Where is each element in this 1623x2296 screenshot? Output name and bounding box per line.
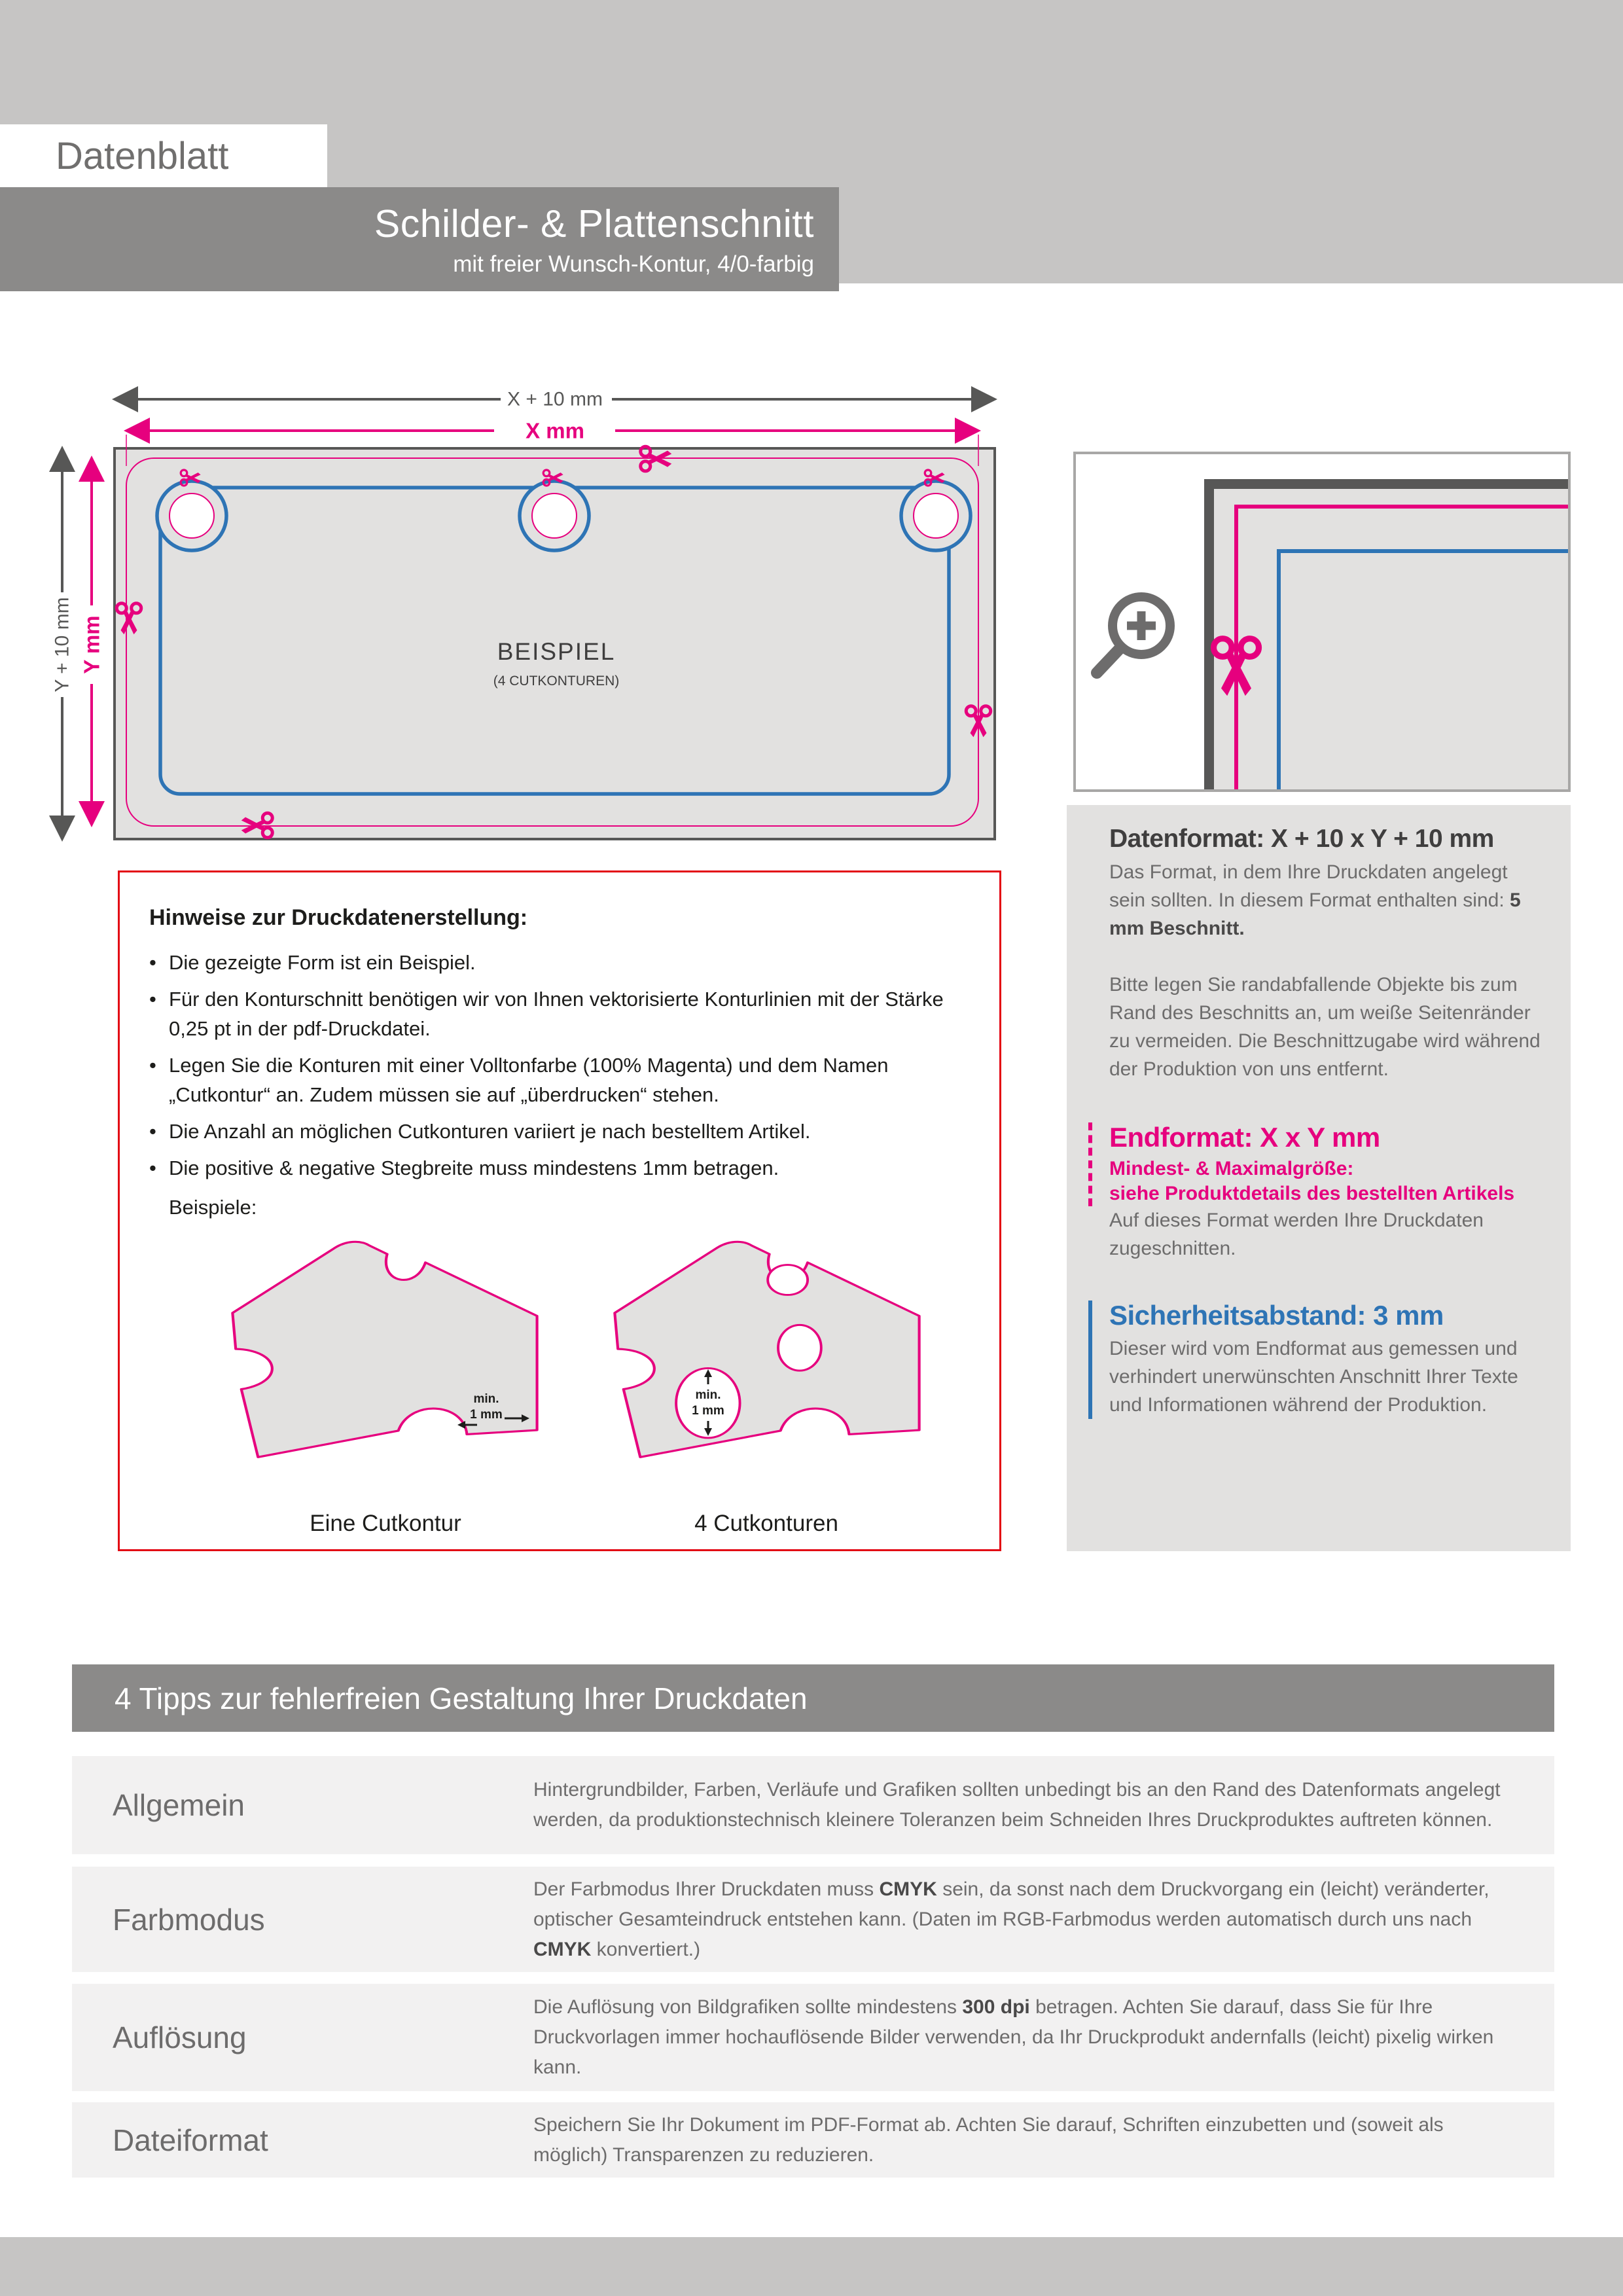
row-label: Dateiformat xyxy=(113,2123,268,2157)
page-title: Schilder- & Plattenschnitt xyxy=(374,202,814,245)
format-info-panel xyxy=(1067,805,1571,1551)
list-item: • Die Anzahl an möglichen Cutkonturen variiert je nach bestelltem Artikel. xyxy=(149,1117,970,1146)
bullet-icon xyxy=(149,1050,169,1109)
row-text: Die Auflösung von Bildgrafiken sollte mindestens 300 dpi betragen. Achten Sie darauf, dass Sie für Ihre Druckvorlagen immer hochauflösende Bilder verwenden, da Ihr Druckprodukt andernfalls (leicht) pixelig wirken kann. xyxy=(533,1996,1494,2078)
title-bar xyxy=(0,187,839,291)
drill-hole xyxy=(520,481,589,550)
row-label: Allgemein xyxy=(113,1788,245,1822)
dim-x-outer-label: X + 10 mm xyxy=(507,388,603,410)
sicherheitsabstand-title: Sicherheitsabstand: 3 mm xyxy=(1109,1300,1444,1331)
sicherheitsabstand-text: Dieser wird vom Endformat aus gemessen und verhindert unerwünschten Anschnitt Ihrer Texte und Informationen während der Produktion. xyxy=(1109,1338,1518,1416)
plate-diagram xyxy=(39,367,1021,851)
datenformat-text: Das Format, in dem Ihre Druckdaten angelegt sein sollten. In diesem Format enthalten sind: 5 mm Beschnitt. xyxy=(1109,861,1521,939)
list-item: • Die gezeigte Form ist ein Beispiel. xyxy=(149,948,970,977)
beschnitt-text: Bitte legen Sie randabfallende Objekte bis zum Rand des Beschnitts an, um weiße Seitenränder zu vermeiden. Die Beschnittzugabe wird während der Produktion von uns entfernt. xyxy=(1109,974,1541,1080)
hinweise-title: Hinweise zur Druckdatenerstellung: xyxy=(149,905,528,930)
plate-center-sublabel: (4 CUTKONTUREN) xyxy=(493,673,620,689)
dim-y-inner-label: Y mm xyxy=(79,615,104,674)
list-item: • Legen Sie die Konturen mit einer Volltonfarbe (100% Magenta) und dem Namen „Cutkontur“ an. Zudem müssen sie auf „überdrucken“ stehen. xyxy=(149,1050,970,1109)
cutkontur-examples xyxy=(190,1211,1002,1545)
datenblatt-label-box xyxy=(0,124,327,187)
svg-text:min.: min. xyxy=(695,1388,721,1402)
svg-text:1 mm: 1 mm xyxy=(470,1408,503,1422)
row-label: Farbmodus xyxy=(113,1902,265,1937)
row-text: Speichern Sie Ihr Dokument im PDF-Format ab. Achten Sie darauf, Schriften einzubetten und (soweit als möglich) Transparenzen zu reduzieren. xyxy=(533,2113,1444,2166)
drill-hole xyxy=(157,481,226,550)
svg-text:min.: min. xyxy=(473,1392,499,1406)
hinweise-box xyxy=(118,870,1001,1551)
tips-banner xyxy=(72,1664,1554,1732)
dim-x-inner-label: X mm xyxy=(526,418,584,443)
endformat-text: Auf dieses Format werden Ihre Druckdaten zugeschnitten. xyxy=(1109,1210,1484,1259)
svg-text:1 mm: 1 mm xyxy=(692,1404,724,1418)
tips-row-farbmodus xyxy=(72,1867,1554,1972)
row-label: Auflösung xyxy=(113,2020,247,2054)
row-text: Der Farbmodus Ihrer Druckdaten muss CMYK sein, da sonst nach dem Druckvorgang ein (leicht) veränderter, optischer Gesamteindruck entstehen kann. (Daten im RGB-Farbmodus werden automatisch durch uns nach CMYK konvertiert.) xyxy=(533,1878,1489,1960)
bullet-icon xyxy=(149,948,169,977)
example-shape-one-contour xyxy=(232,1242,537,1457)
list-item: • Für den Konturschnitt benötigen wir von Ihnen vektorisierte Konturlinien mit der Stärke 0,25 pt in der pdf-Druckdatei. xyxy=(149,984,970,1043)
datenblatt-label: Datenblatt xyxy=(56,134,229,177)
tips-banner-title: 4 Tipps zur fehlerfreien Gestaltung Ihrer Druckdaten xyxy=(115,1681,808,1715)
shape2-label: 4 Cutkonturen xyxy=(694,1511,838,1536)
dim-y-outer-label: Y + 10 mm xyxy=(51,597,73,692)
beispiele-label: Beispiele: xyxy=(169,1196,257,1219)
endformat-sub1: Mindest- & Maximalgröße: xyxy=(1109,1158,1354,1179)
hinweise-bullet-list xyxy=(149,948,970,1183)
row-text: Hintergrundbilder, Farben, Verläufe und Grafiken sollten unbedingt bis an den Rand des Datenformats angelegt werden, da produktionstechnisch kleinere Toleranzen beim Schneiden Ihres Druckproduktes auftreten können. xyxy=(533,1779,1501,1831)
sicherheitsabstand-section xyxy=(1109,1300,1541,1419)
corner-detail-illustration xyxy=(1076,454,1568,789)
bullet-icon xyxy=(149,1153,169,1183)
datenformat-title: Datenformat: X + 10 x Y + 10 mm xyxy=(1109,825,1494,853)
endformat-title: Endformat: X x Y mm xyxy=(1109,1122,1380,1153)
tips-row-aufloesung xyxy=(72,1984,1554,2091)
bottom-gray-band xyxy=(0,2237,1623,2296)
page-subtitle: mit freier Wunsch-Kontur, 4/0-farbig xyxy=(453,251,814,277)
inner-cut-hole xyxy=(768,1265,808,1295)
tips-row-dateiformat xyxy=(72,2102,1554,2178)
bullet-icon xyxy=(149,984,169,1043)
endformat-section xyxy=(1109,1122,1541,1263)
sicherheitsabstand-highlight xyxy=(1088,1300,1541,1419)
inner-cut-hole xyxy=(778,1325,821,1371)
list-item: • Die positive & negative Stegbreite muss mindestens 1mm betragen. xyxy=(149,1153,970,1183)
endformat-sub2: siehe Produktdetails des bestellten Artikels xyxy=(1109,1183,1515,1204)
plate-center-label: BEISPIEL xyxy=(497,638,616,665)
tips-row-allgemein xyxy=(72,1756,1554,1854)
bullet-icon xyxy=(149,1117,169,1146)
shape1-label: Eine Cutkontur xyxy=(310,1511,461,1536)
endformat-highlight xyxy=(1088,1122,1541,1206)
drill-hole xyxy=(901,481,971,550)
example-shape-four-contours xyxy=(615,1242,919,1457)
corner-detail-box xyxy=(1073,452,1571,792)
zoom-icon xyxy=(1097,597,1170,673)
